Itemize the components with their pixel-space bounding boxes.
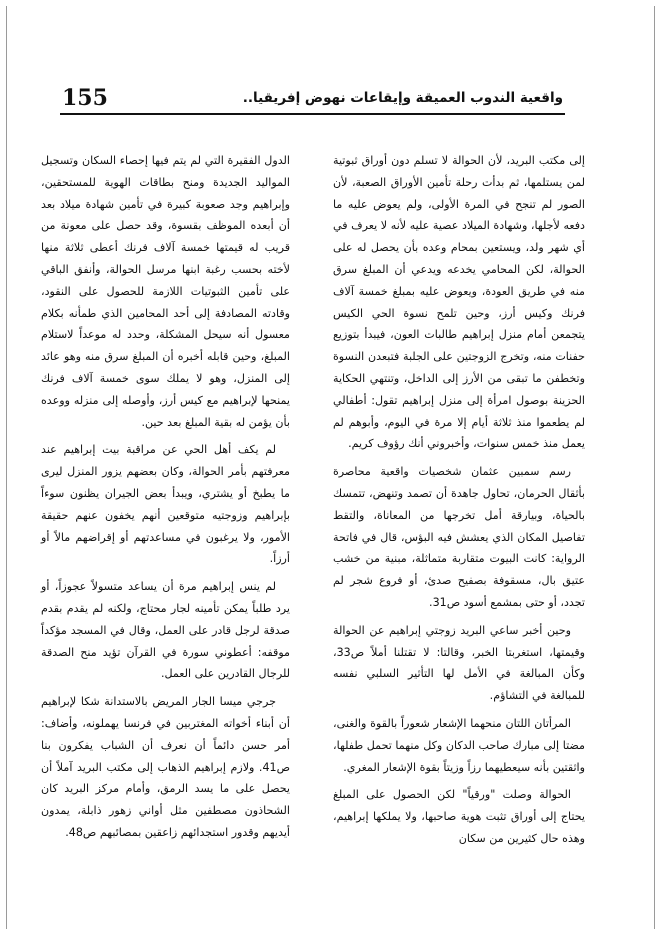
paragraph: وحين أخبر ساعي البريد زوجتي إبراهيم عن الحوالة وقيمتها، استغربتا الخبر، وقالتا: لا تقتلنا أملاً ص33، وكأن المبالغة في الأمل لها التأثير السلبي نفسه للمبالغة في التشاؤم. (333, 623, 585, 703)
left-column (41, 150, 290, 850)
paragraph: رسم سمبين عثمان شخصيات واقعية محاصرة بأثقال الحرمان، تحاول جاهدة أن تصمد وتنهض، تتمسك بالحياة، وبيارقة أمل تخرجها من المعاناة، والتقط تفاصيل المكان الذي يعشش فيه البؤس، قال في فاتحة الرواية: كانت البيوت متقاربة متماثلة، مبنية من خشب عتيق بال، مسقوفة بصفيح صدئ، أو فروع شجر لم تجدد، أو حتى بمشمع أسود ص31. (333, 465, 585, 609)
paragraph: لم يكف أهل الحي عن مراقبة بيت إبراهيم عند معرفتهم بأمر الحوالة، وكان بعضهم يزور المنزل ليرى ما يطبخ أو يشتري، ويبدأ بعض الجيران يظنون سوءاً بإبراهيم وزوجتيه متوقعين أنهم يخفون عنهم حقيقة الأمور، ولا يرغبون في مساعدتهم أو إقراضهم مالاً أو أرزاً. (41, 443, 290, 566)
header-rule (60, 113, 565, 115)
paragraph: المرأتان اللتان منحهما الإشعار شعوراً بالقوة والغنى، مضتا إلى مبارك صاحب الدكان وكل منهما تحمل طفلها، واثقتين بأنه سيعطيهما رزاً وزيتاً بقوة الإشعار المغري. (333, 716, 585, 774)
paragraph: الدول الفقيرة التي لم يتم فيها إحصاء السكان وتسجيل المواليد الجديدة ومنح بطاقات الهوية للمستحقين، وإبراهيم وجد صعوبة كبيرة في تأمين شهادة ميلاد بعد أن أبعده الموظف بقسوة، وقد حصل على معونة من قريب له قيمتها خمسة آلاف فرنك أعطى ثلاثة منها لأخته بحسب رغبة ابنها مرسل الحوالة، وأنفق الباقي على تأمين الثبوتيات اللازمة للحصول على النقود، وقادته المصادفة إلى أحد المحامين الذي طمأنه بكلام معسول أنه سيحل المشكلة، وحدد له موعداً لاستلام المبلغ، وحين قابله أخبره أن المبلغ سرق منه وهو عائد إلى المنزل، وهو لا يملك سوى خمسة آلاف فرنك يمنحها لإبراهيم مع كيس أرز، وأوصله إلى منزله ووعده بأن يؤمن له بقية المبلغ بعد حين. (41, 154, 290, 429)
page-number: 155 (62, 85, 108, 111)
paragraph: إلى مكتب البريد، لأن الحوالة لا تسلم دون أوراق ثبوتية لمن يستلمها، ثم بدأت رحلة تأمين الأوراق الصعبة، لأن الصور لم تنجح في المرة الأولى، ولم يعوض عليه ما دفعه لأجلها، وشهادة الميلاد عصية عليه لأنه لا يعرف في أي شهر ولد، ويستعين بمحام وعده بأن يحصل له على الحوالة، لكن المحامي يخدعه ويدعي أن المبلغ سرق منه في طريق العودة، ويعوض عليه بمبلغ خمسة آلاف فرنك وكيس أرز، وحين تلمح نسوة الحي الكيس يتجمعن أمام منزل إبراهيم طالبات العون، فيبدأ بتوزيع حفنات منه، وتخرج الزوجتين على الجلبة فتبعدن النسوة وتخطفن ما تبقى من الأرز إلى الداخل، وتنتهي الحكاية الحزينة بوصول امرأة إلى منزل إبراهيم تقول: أطفالي لم يطعموا منذ ثلاثة أيام إلا مرة في اليوم، وأبوهم لم يعمل منذ خمس سنوات، وأخبروني أنك رؤوف كريم. (333, 154, 585, 451)
page-header (0, 82, 661, 112)
paragraph: جرجي ميسا الجار المريض بالاستدانة شكا لإبراهيم أن أبناء أخواته المغتربين في فرنسا يهملونه، وأضاف: أمر حسن دائماً أن نعرف أن الشباب يفكرون بنا ص41. ولازم إبراهيم الذهاب إلى مكتب البريد آملاً أن يحصل على ما يسد الرمق، وأمام مركز البريد كان الشحاذون مصطفين مثل أواني زهور ذابلة، يمدون أيديهم وقدور استجدائهم زاعقين بمصائبهم ص48. (41, 695, 290, 839)
running-title: واقعية الندوب العميقة وإيقاعات نهوض إفريقيا.. (242, 90, 563, 106)
right-column (333, 150, 585, 856)
paragraph: الحوالة وصلت "ورقياً" لكن الحصول على المبلغ يحتاج إلى أوراق تثبت هوية صاحبها، ولا يملكها إبراهيم، وهذه حال كثيرين من سكان (333, 788, 585, 845)
paragraph: لم ينس إبراهيم مرة أن يساعد متسولاً عجوزاً، أو يرد طلباً يمكن تأمينه لجار محتاج، ولكنه لم يقدم بقدم صدقة لرجل قادر على العمل، وقال في المسجد مؤكداً موقفه: أعطوني سورة في القرآن تؤيد منح الصدقة للرجال القادرين على العمل. (41, 580, 290, 681)
